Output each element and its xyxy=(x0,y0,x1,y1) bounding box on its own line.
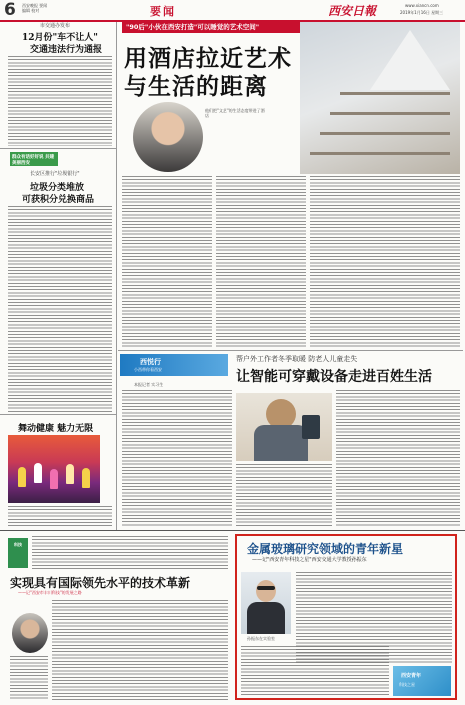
column-tag-label: 群众有话好好说 共建美丽西安 xyxy=(12,155,55,166)
column-tag-label: 科技 xyxy=(14,542,22,547)
story-body-text xyxy=(336,390,460,526)
row-divider xyxy=(0,148,116,149)
intro-text xyxy=(32,536,228,570)
hotel-library-photo xyxy=(300,22,460,174)
glasses-shape xyxy=(257,586,275,590)
story-headline: 交通违法行为通报 xyxy=(30,45,103,55)
masthead-meta-line: 西安晚报 要闻 xyxy=(22,3,48,8)
device-shape xyxy=(302,415,320,439)
brand-logo: 西安日報 xyxy=(328,4,377,18)
dancer-figure xyxy=(34,463,42,483)
story-body-text xyxy=(122,390,232,526)
story-body-text xyxy=(10,656,48,700)
figure-body xyxy=(247,602,285,634)
shelf-line xyxy=(310,152,450,155)
story-headline: 舞动健康 魅力无限 xyxy=(18,424,94,434)
feature-kicker: "90后"小伙在西安打造"可以睡觉的艺术空间" xyxy=(122,22,336,33)
masthead-meta xyxy=(22,3,47,13)
scientist-photo xyxy=(241,572,291,634)
shelf-line xyxy=(340,92,450,95)
story-body-text xyxy=(236,464,332,526)
column-logo-subtitle: 科技之星 xyxy=(399,682,415,687)
story-headline: 12月份"车不让人" xyxy=(22,33,98,43)
byline: 本报记者 实习生 xyxy=(134,382,164,387)
dance-photo xyxy=(8,435,100,503)
feature-body-text xyxy=(122,176,212,348)
portrait-caption: 他们把"文艺"的生活态度带进了酒店 xyxy=(205,108,265,118)
section-title: 要闻 xyxy=(150,5,176,18)
dancer-figure xyxy=(82,468,90,488)
row-divider xyxy=(0,414,116,415)
story-body-text xyxy=(52,600,228,700)
dancer-figure xyxy=(18,467,26,487)
masthead xyxy=(0,0,465,22)
feature-headline: 与生活的距离 xyxy=(124,74,268,100)
photo-caption: 孙振东在实验室 xyxy=(247,636,275,641)
person-portrait xyxy=(12,613,48,653)
column-divider xyxy=(116,22,117,530)
row-divider xyxy=(0,530,465,531)
feature-body-text xyxy=(216,176,306,348)
masthead-meta-line: 编辑 校对 xyxy=(22,8,40,13)
banner-title: 西悦行 xyxy=(140,357,161,366)
column-banner xyxy=(120,354,228,376)
row-divider xyxy=(118,350,463,351)
skylight-shape xyxy=(370,30,450,90)
issue-date: 2019年1月16日 星期三 xyxy=(400,10,444,15)
column-logo-title: 西安青年 xyxy=(401,673,422,679)
banner-subtitle: 小西带你看西安 xyxy=(134,367,162,372)
dancer-figure xyxy=(66,464,74,484)
story-headline: 垃圾分类堆放 xyxy=(30,183,85,193)
dancer-figure xyxy=(50,469,58,489)
figure-body xyxy=(254,425,308,461)
highlight-headline: 金属玻璃研究领域的青年新星 xyxy=(247,542,404,556)
story-body-text xyxy=(8,206,112,412)
story-body-text xyxy=(8,56,112,146)
photo-caption-text xyxy=(8,506,112,526)
column-tag xyxy=(8,538,28,568)
story-headline: 实现具有国际领先水平的技术革新 xyxy=(10,576,191,590)
highlight-body-text xyxy=(241,646,389,696)
column-tag xyxy=(10,152,58,166)
column-logo xyxy=(393,666,451,696)
shelf-line xyxy=(330,112,450,115)
founder-portrait xyxy=(133,102,203,172)
highlight-subheadline: ——记"西安青年科技之星"西安交通大学教授孙振东 xyxy=(252,557,367,563)
story-kicker: 市交通办发布 xyxy=(40,23,71,29)
figure-head xyxy=(256,580,276,602)
feature-body-text xyxy=(310,176,460,348)
story-headline: 让智能可穿戴设备走进百姓生活 xyxy=(236,369,432,385)
story-kicker: 长安区推行"垃圾银行" xyxy=(30,171,80,177)
page-number: 6 xyxy=(4,0,16,20)
story-headline: 可获积分兑换商品 xyxy=(22,195,95,205)
story-kicker: 帮户外工作者冬季取暖 防老人儿童走失 xyxy=(236,355,358,363)
story-subheadline: ——记"西安市丰川科技"的发展之路 xyxy=(18,590,82,595)
site-url: www.xiancn.com xyxy=(405,3,439,8)
smart-device-photo xyxy=(236,393,332,461)
shelf-line xyxy=(320,132,450,135)
feature-headline: 用酒店拉近艺术 xyxy=(124,46,292,72)
